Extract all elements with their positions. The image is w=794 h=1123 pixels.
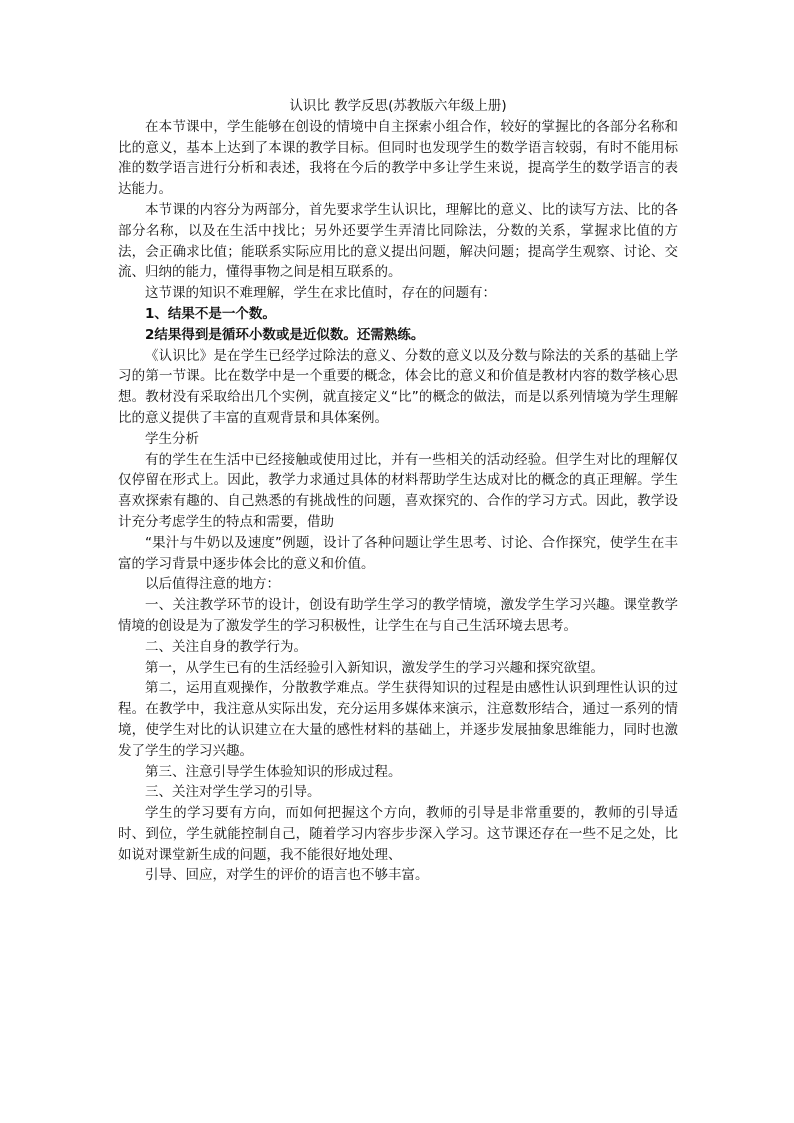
list-item: 1、结果不是一个数。 — [145, 305, 276, 322]
paragraph: 本节课的内容分为两部分，首先要求学生认识比，理解比的意义、比的读写方法、比的各部分名称，以及在生活中找比；另外还要学生弄清比同除法，分数的关系，掌握求比值的方法，会正确求比值；能联系实际应用比的意义提出问题，解决问题；提高学生观察、讨论、交流、归纳的能力，懂得事物之间是相互联系的。 — [118, 201, 678, 281]
paragraph: 在本节课中，学生能够在创设的情境中自主探索小组合作，较好的掌握比的各部分名称和比的意义，基本上达到了本课的教学目标。但同时也发现学生的数学语言较弱，有时不能用标准的数学语言进行分析和表述，我将在今后的教学中多让学生来说，提高学生的数学语言的表达能力。 — [118, 118, 678, 198]
list-item: 2结果得到是循环小数或是近似数。还需熟练。 — [145, 326, 425, 343]
paragraph: 第一，从学生已有的生活经验引入新知识，激发学生的学习兴趣和探究欲望。 — [145, 659, 604, 676]
paragraph: 第二，运用直观操作，分散教学难点。学生获得知识的过程是由感性认识到理性认识的过程。在教学中，我注意从实际出发，充分运用多媒体来演示，注意数形结合，通过一系列的情境，使学生对比的认识建立在大量的感性材料的基础上，并逐步发展抽象思维能力，同时也激发了学生的学习兴趣。 — [118, 680, 678, 759]
paragraph: 二、关注自身的教学行为。 — [145, 638, 307, 655]
paragraph: “果汁与牛奶以及速度”例题，设计了各种问题让学生思考、讨论、合作探究，使学生在丰富的学习背景中逐步体会比的意义和价值。 — [118, 534, 678, 572]
paragraph: 学生的学习要有方向，而如何把握这个方向，教师的引导是非常重要的，教师的引导适时、到位，学生就能控制自己，随着学习内容步步深入学习。这节课还存在一些不足之处，比如说对课堂新生成的问题，我不能很好地处理、 — [118, 805, 678, 863]
paragraph: 三、关注对学生学习的引导。 — [145, 784, 321, 801]
paragraph: 《认识比》是在学生已经学过除法的意义、分数的意义以及分数与除法的关系的基础上学习的第一节课。比在数学中是一个重要的概念，体会比的意义和价值是教材内容的数学核心思想。教材没有采取给出几个实例，就直接定义“比”的概念的做法，而是以系列情境为学生理解比的意义提供了丰富的直观背景和具体案例。 — [118, 347, 678, 426]
paragraph: 第三、注意引导学生体验知识的形成过程。 — [145, 763, 402, 780]
document-page — [118, 96, 678, 886]
paragraph: 以后值得注意的地方： — [145, 576, 280, 593]
paragraph: 这节课的知识不难理解，学生在求比值时，存在的问题有： — [145, 285, 496, 302]
paragraph: 引导、回应，对学生的评价的语言也不够丰富。 — [145, 867, 429, 884]
paragraph: 有的学生在生活中已经接触或使用过比，并有一些相关的活动经验。但学生对比的理解仅仅停留在形式上。因此，教学力求通过具体的材料帮助学生达成对比的概念的真正理解。学生喜欢探索有趣的、自己熟悉的有挑战性的问题，喜欢探究的、合作的学习方式。因此，教学设计充分考虑学生的特点和需要，借助 — [118, 451, 678, 530]
document-title: 认识比 教学反思(苏教版六年级上册) — [289, 98, 507, 114]
paragraph: 一、关注教学环节的设计，创设有助学生学习的教学情境，激发学生学习兴趣。课堂教学情境的创设是为了激发学生的学习积极性，让学生在与自己生活环境去思考。 — [118, 597, 678, 634]
section-heading: 学生分析 — [145, 430, 199, 447]
